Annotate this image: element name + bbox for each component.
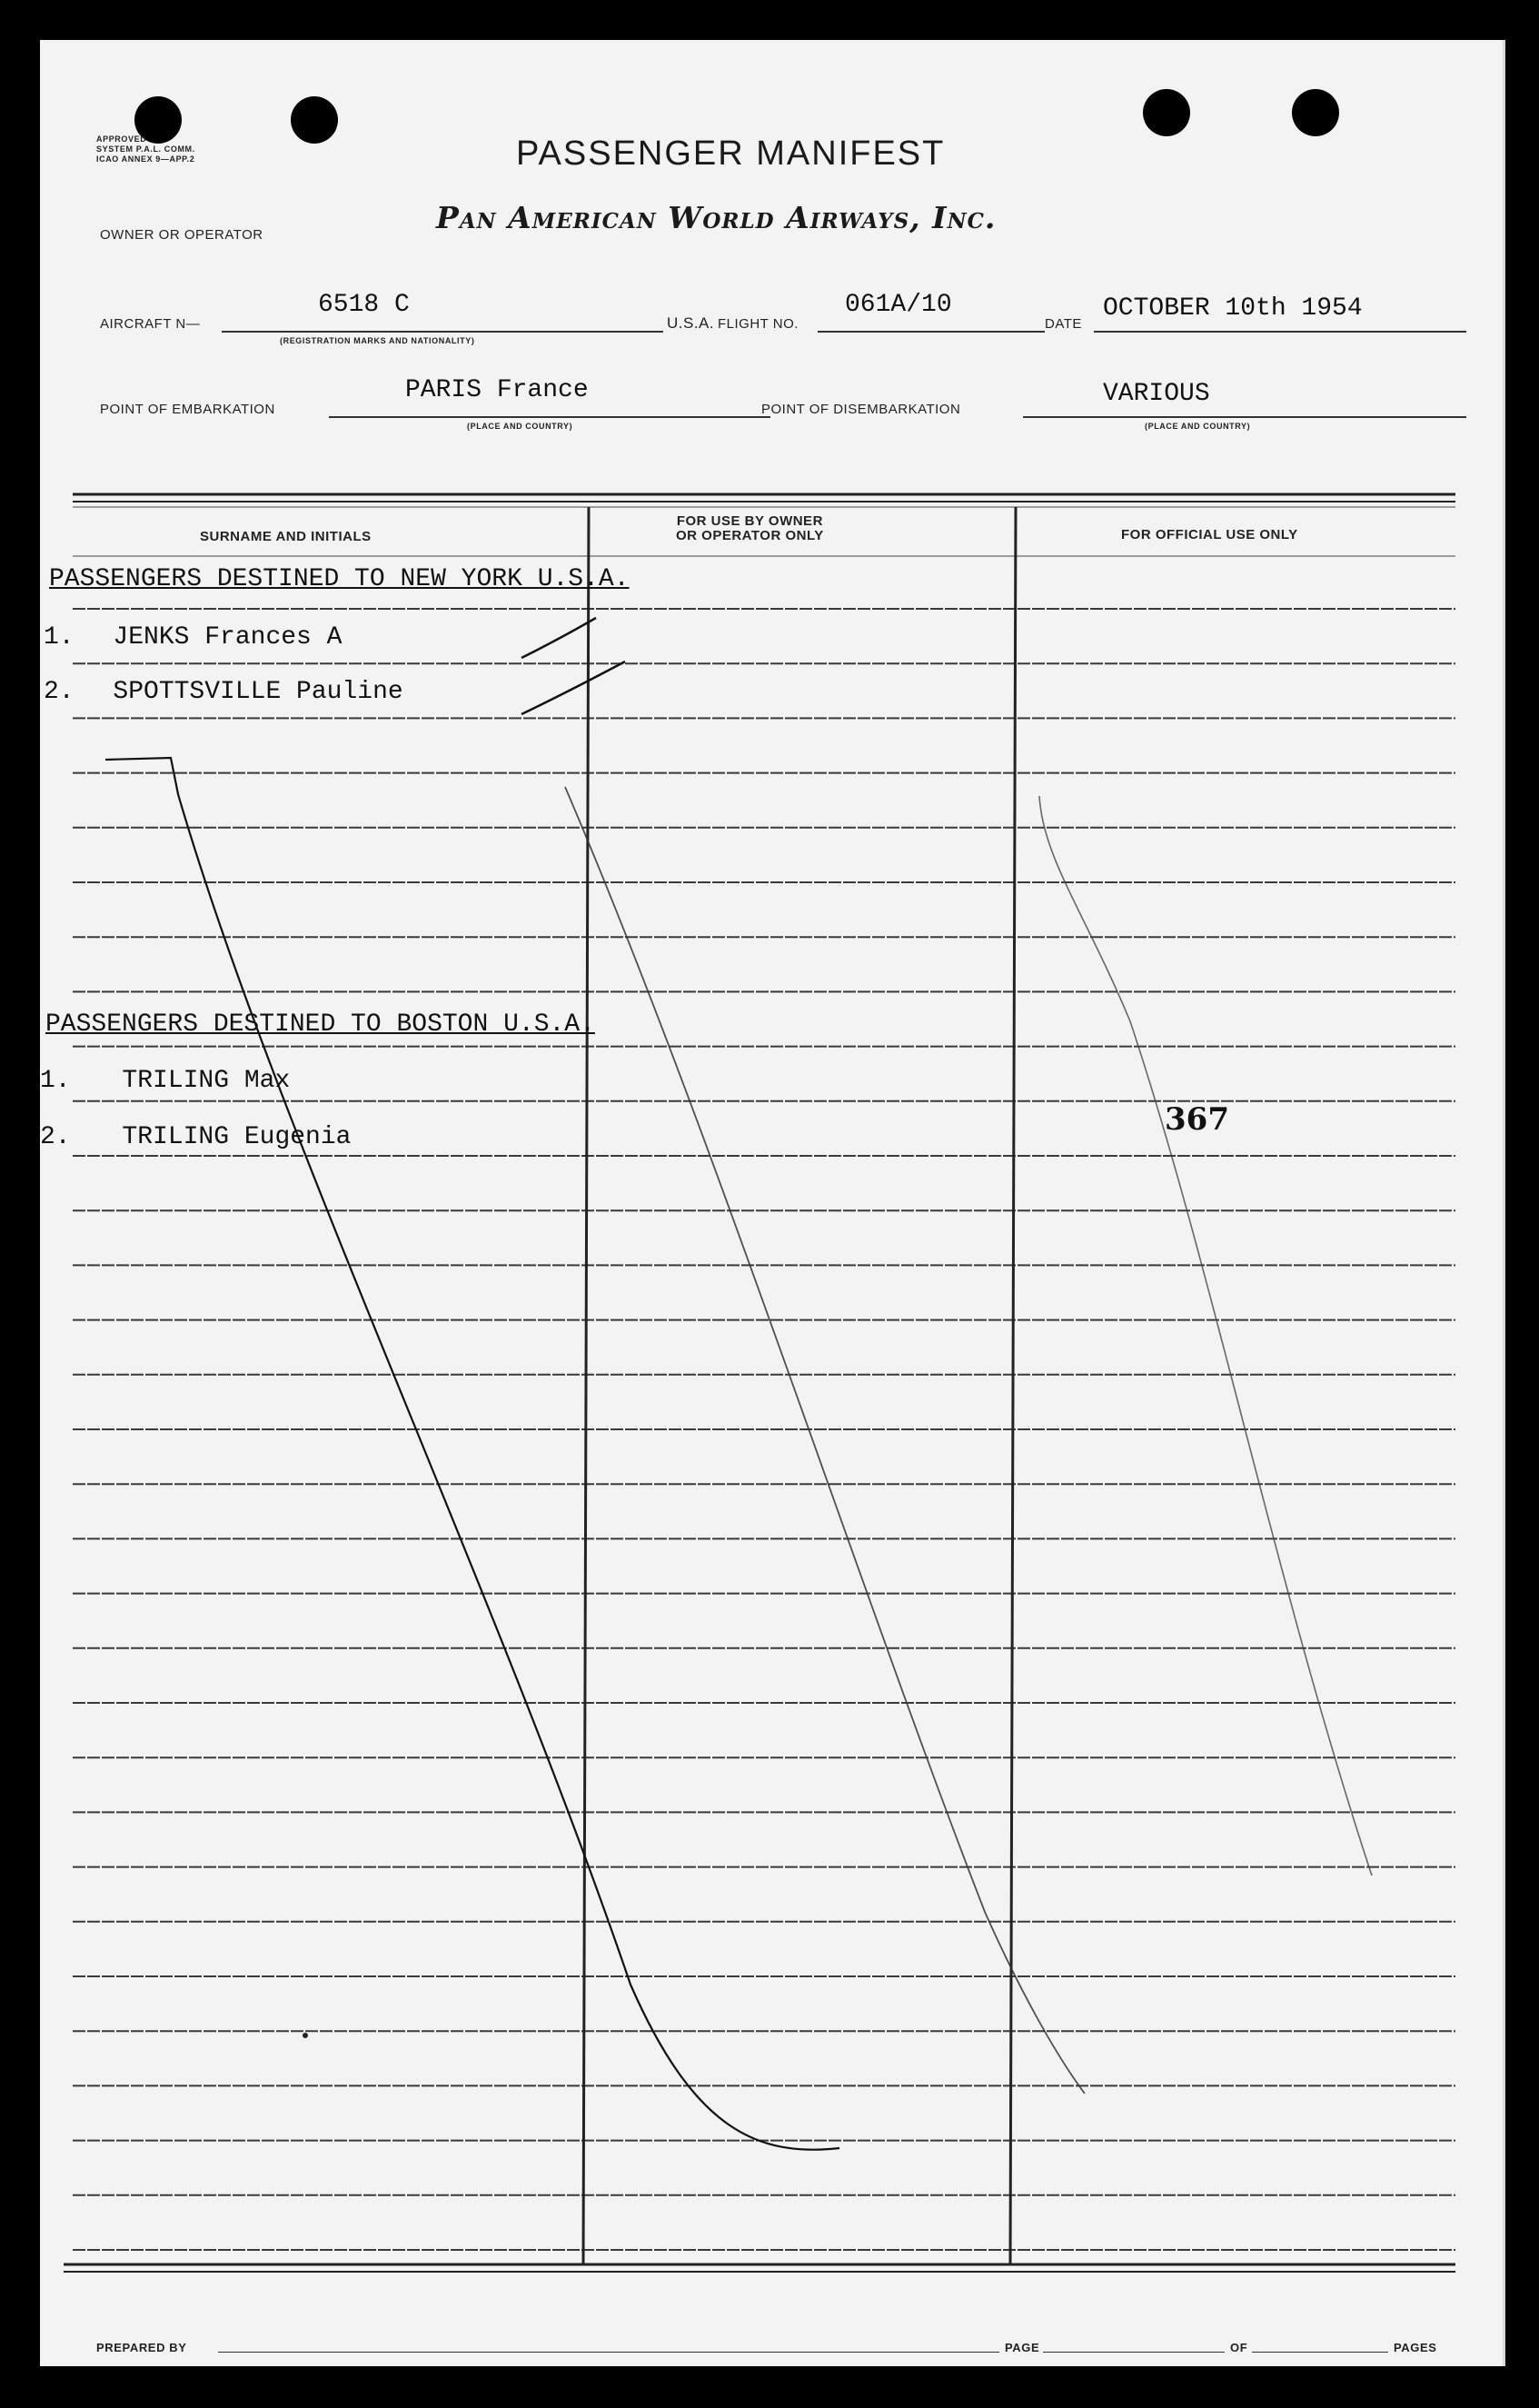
company-name: Pan American World Airways, Inc. bbox=[436, 200, 997, 235]
owner-label: OWNER OR OPERATOR bbox=[100, 227, 263, 243]
disembarkation-label: POINT OF DISEMBARKATION bbox=[761, 402, 961, 417]
passenger-row bbox=[40, 1067, 290, 1095]
of-label: OF bbox=[1230, 2341, 1248, 2354]
official-number: 367 bbox=[1165, 1101, 1229, 1138]
passenger-number: 1. bbox=[40, 1067, 71, 1095]
flight-value: 061A/10 bbox=[845, 291, 952, 319]
ruled-lines bbox=[40, 40, 1503, 2366]
column-divider bbox=[583, 507, 589, 2264]
form-code-line-3: ICAO ANNEX 9—APP.2 bbox=[96, 154, 195, 164]
page-label: PAGE bbox=[1005, 2341, 1040, 2354]
column-header-surname: SURNAME AND INITIALS bbox=[200, 529, 372, 544]
date-label: DATE bbox=[1045, 316, 1082, 332]
passenger-name: TRILING Max bbox=[122, 1067, 291, 1095]
embarkation-caption: (PLACE AND COUNTRY) bbox=[467, 422, 573, 431]
column-header-owner-line-1: FOR USE BY OWNER bbox=[676, 513, 823, 529]
passenger-number: 1. bbox=[44, 623, 74, 652]
passenger-row bbox=[44, 623, 342, 652]
passenger-row bbox=[44, 678, 403, 706]
pen-tick bbox=[521, 618, 596, 658]
column-header-official: FOR OFFICIAL USE ONLY bbox=[1121, 527, 1298, 542]
group-heading-boston: PASSENGERS DESTINED TO BOSTON U.S.A. bbox=[45, 1010, 595, 1039]
aircraft-value: 6518 C bbox=[318, 291, 410, 319]
embarkation-label: POINT OF EMBARKATION bbox=[100, 402, 275, 417]
pen-strike-line bbox=[105, 758, 839, 2150]
pen-strike-line bbox=[565, 787, 1085, 2094]
aircraft-caption: (REGISTRATION MARKS AND NATIONALITY) bbox=[280, 336, 475, 345]
prepared-by-underline bbox=[218, 2352, 999, 2353]
passenger-name: SPOTTSVILLE Pauline bbox=[113, 678, 403, 706]
passenger-row bbox=[40, 1123, 351, 1151]
of-underline bbox=[1252, 2352, 1388, 2353]
pen-tick bbox=[521, 662, 625, 714]
flight-label: FLIGHT NO. bbox=[718, 316, 799, 332]
date-value: OCTOBER 10th 1954 bbox=[1103, 294, 1363, 323]
pen-strike-line bbox=[1039, 796, 1372, 1876]
disembarkation-caption: (PLACE AND COUNTRY) bbox=[1145, 422, 1251, 431]
pages-label: PAGES bbox=[1394, 2341, 1437, 2354]
passenger-name: TRILING Eugenia bbox=[122, 1123, 352, 1151]
disembarkation-value: VARIOUS bbox=[1103, 380, 1210, 408]
form-code-line-1: APPROVED bbox=[96, 134, 147, 144]
passenger-number: 2. bbox=[44, 678, 74, 706]
page-underline bbox=[1043, 2352, 1225, 2353]
ink-dot bbox=[303, 2033, 308, 2038]
embarkation-value: PARIS France bbox=[405, 376, 589, 404]
form-code-line-2: SYSTEM P.A.L. COMM. bbox=[96, 144, 195, 154]
prepared-by-label: PREPARED BY bbox=[96, 2341, 187, 2354]
manifest-sheet bbox=[40, 40, 1505, 2366]
aircraft-suffix: U.S.A. bbox=[667, 314, 715, 332]
column-divider bbox=[1010, 507, 1016, 2264]
column-header-owner-line-2: OR OPERATOR ONLY bbox=[676, 528, 824, 543]
group-heading-new-york: PASSENGERS DESTINED TO NEW YORK U.S.A. bbox=[49, 565, 630, 593]
aircraft-label: AIRCRAFT N— bbox=[100, 316, 201, 332]
page-title: PASSENGER MANIFEST bbox=[516, 134, 946, 173]
passenger-number: 2. bbox=[40, 1123, 71, 1151]
passenger-name: JENKS Frances A bbox=[113, 623, 343, 652]
